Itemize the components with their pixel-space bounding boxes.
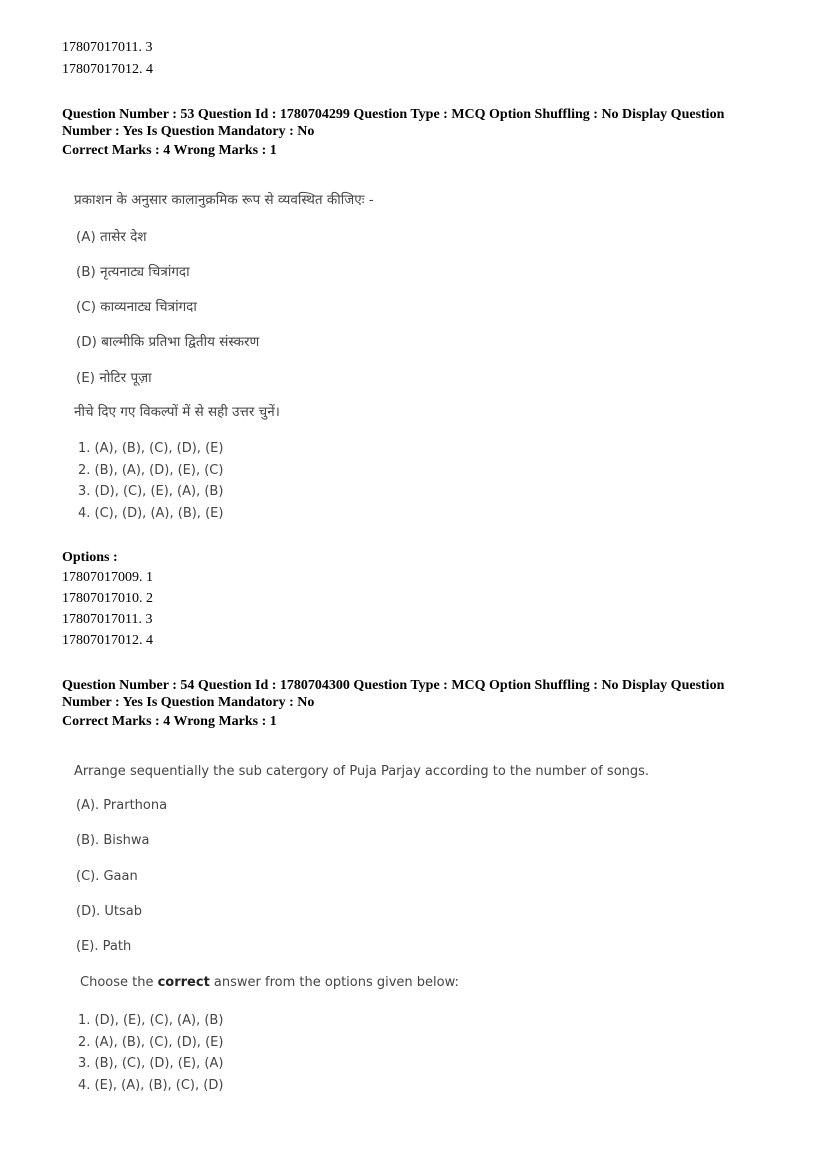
question-item-a: (A) तासेर देश — [76, 229, 147, 245]
question-stem: Arrange sequentially the sub catergory of Puja Parjay according to the number of songs. — [74, 764, 650, 779]
option-line — [62, 60, 153, 80]
options-heading: Options : — [62, 550, 118, 565]
option-line — [62, 38, 152, 58]
question-item-d: (D). Utsab — [76, 904, 143, 919]
option-id: 17807017011. — [62, 612, 142, 627]
option-number: 4 — [146, 62, 153, 77]
question-stem: प्रकाशन के अनुसार कालानुक्रमिक रूप से व्यवस्थित कीजिएः - — [74, 192, 374, 208]
answer-choices — [78, 438, 223, 524]
answer-choice-2: 2. (A), (B), (C), (D), (E) — [78, 1034, 224, 1050]
instruction-pre: Choose the — [80, 975, 158, 990]
question-item-c: (C) काव्यनाट्य चित्रांगदा — [76, 299, 197, 315]
answer-choices — [78, 1010, 223, 1096]
answer-choice-4: 4. (E), (A), (B), (C), (D) — [78, 1077, 224, 1093]
option-line — [62, 610, 152, 630]
option-number: 1 — [146, 570, 153, 585]
option-line — [62, 568, 153, 588]
question-53-body — [74, 190, 374, 521]
option-number: 4 — [146, 633, 153, 648]
question-item-b: (B). Bishwa — [76, 833, 150, 848]
question-meta-line-2: Number : Yes Is Question Mandatory : No — [62, 695, 315, 710]
option-id: 17807017009. — [62, 570, 143, 585]
option-id: 17807017010. — [62, 591, 143, 606]
question-meta-line-1: Question Number : 54 Question Id : 1780704300 Question Type : MCQ Option Shuffling : No Display Question — [62, 678, 725, 693]
answer-choice-2: 2. (B), (A), (D), (E), (C) — [78, 462, 224, 478]
question-item-b: (B) नृत्यनाट्य चित्रांगदा — [76, 264, 190, 280]
question-marks: Correct Marks : 4 Wrong Marks : 1 — [62, 143, 277, 158]
answer-choice-1: 1. (D), (E), (C), (A), (B) — [78, 1013, 224, 1028]
question-instruction: नीचे दिए गए विकल्पों में से सही उत्तर चुनें। — [74, 404, 280, 420]
question-item-c: (C). Gaan — [76, 869, 138, 884]
option-line — [62, 631, 153, 651]
option-number: 3 — [145, 40, 153, 55]
answer-choice-3: 3. (B), (C), (D), (E), (A) — [78, 1056, 224, 1071]
question-item-a: (A). Prarthona — [76, 798, 168, 813]
question-53-meta — [62, 107, 762, 160]
question-item-e: (E). Path — [76, 939, 132, 954]
option-number: 3 — [145, 612, 153, 627]
question-meta-line-1: Question Number : 53 Question Id : 1780704299 Question Type : MCQ Option Shuffling : No Display Question — [62, 107, 725, 122]
answer-choice-1: 1. (A), (B), (C), (D), (E) — [78, 441, 224, 456]
option-number: 2 — [146, 591, 153, 606]
instruction-bold: correct — [157, 975, 210, 990]
option-id: 17807017012. — [62, 62, 143, 77]
question-54-body — [74, 762, 650, 1093]
question-item-d: (D) बाल्मीकि प्रतिभा द्वितीय संस्करण — [76, 334, 260, 350]
question-item-e: (E) नोटिर पूज़ा — [76, 370, 152, 386]
question-54-meta — [62, 678, 762, 731]
option-id: 17807017011. — [62, 40, 142, 55]
answer-choice-4: 4. (C), (D), (A), (B), (E) — [78, 505, 224, 521]
instruction-post: answer from the options given below: — [209, 975, 459, 990]
question-meta-line-2: Number : Yes Is Question Mandatory : No — [62, 124, 315, 139]
question-instruction — [80, 975, 459, 990]
option-id: 17807017012. — [62, 633, 143, 648]
question-marks: Correct Marks : 4 Wrong Marks : 1 — [62, 714, 277, 729]
answer-choice-3: 3. (D), (C), (E), (A), (B) — [78, 484, 224, 499]
option-line — [62, 589, 153, 609]
